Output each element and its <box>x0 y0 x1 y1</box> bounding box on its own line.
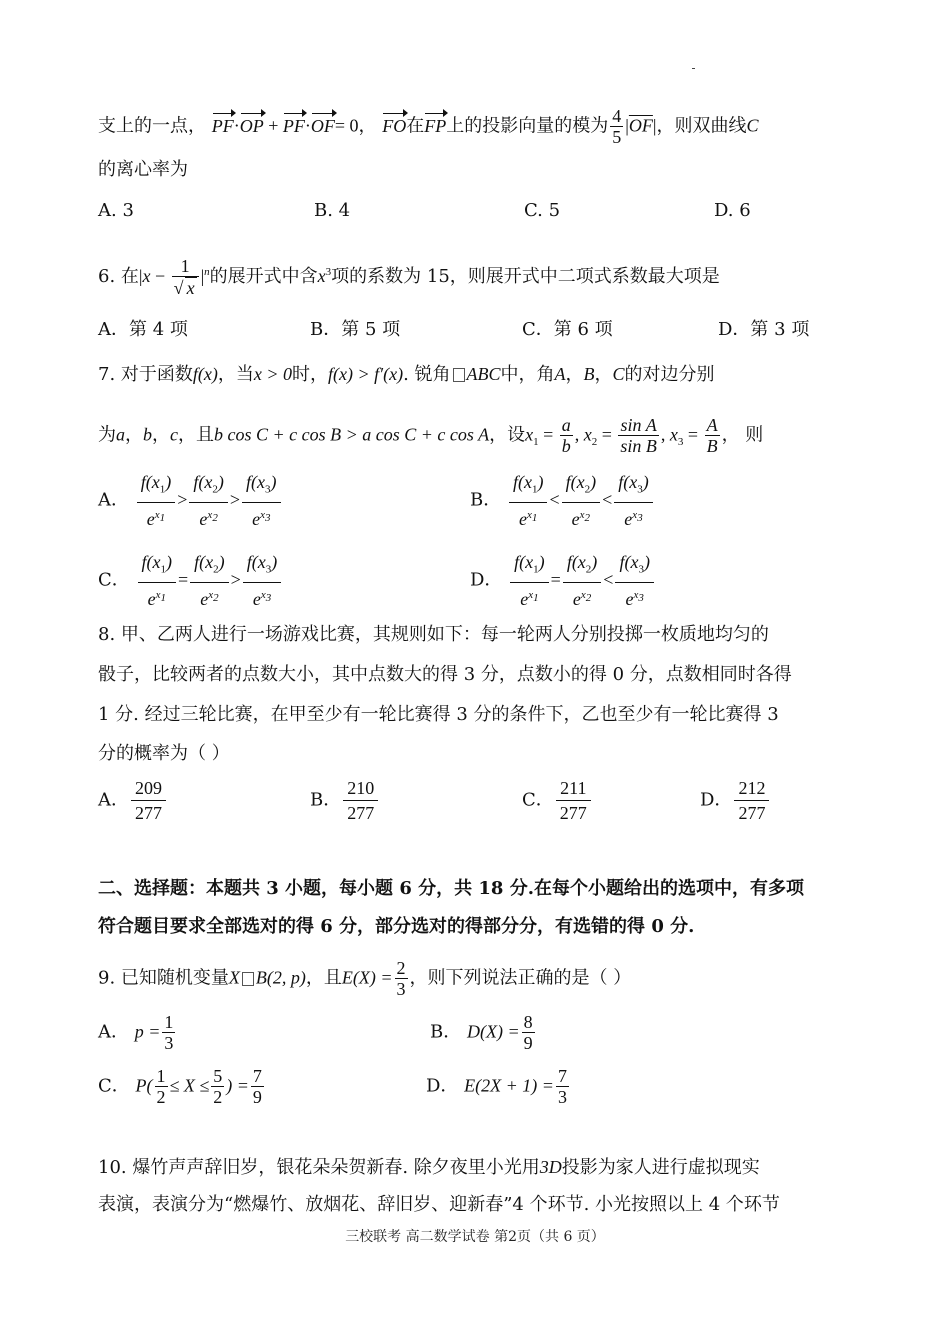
fraction-4-5: $\frac{4}{5}$ <box>612 106 622 147</box>
q5-line2: 的离心率为 <box>98 159 188 180</box>
q6-option-a: A．第 4 项 <box>98 319 188 340</box>
q5-option-d: D. 6 <box>714 200 751 221</box>
q6-option-d: D．第 3 项 <box>718 319 810 340</box>
q8-line1: 8. 甲、乙两人进行一场游戏比赛，其规则如下：每一轮两人分别投掷一枚质地均匀的 <box>98 624 769 645</box>
section2-header-line2: 符合题目要求全部选对的得 6 分，部分选对的得部分分，有选错的得 0 分. <box>98 916 695 937</box>
missing-glyph-icon <box>453 368 465 382</box>
q7-line2: 为a，b，c，且b cos C + c cos B > a cos C + c cos A，设$x_1$ = $\frac{a}{b}$ , $x_2$ = $\frac{\text{sin A}}{\text{sin B}}$ , $x_3$ = $\frac{A}{B}$ ， 则 <box>98 415 764 456</box>
section2-header-line1: 二、选择题：本题共 3 小题，每小题 6 分，共 18 分.在每个小题给出的选项中，有多项 <box>98 878 804 899</box>
vector-PF: PF <box>212 113 234 139</box>
q9-option-b: B． D(X) = $\frac{8}{9}$ <box>430 1012 533 1053</box>
fraction-A-B: $\frac{A}{B}$ <box>706 415 718 456</box>
q9-option-a: A． p = $\frac{1}{3}$ <box>98 1012 174 1053</box>
q7-option-d: D． $\frac{f(x_1)}{e^{x_1}}$ = $\frac{f(x_2)}{e^{x_2}}$ < $\frac{f(x_3)}{e^{x_3}}$ <box>470 550 656 611</box>
q8-option-c: C． $\frac{211}{277}$ <box>522 776 593 825</box>
q5-option-b: B. 4 <box>314 200 351 221</box>
q10-line2: 表演，表演分为“燃爆竹、放烟花、辞旧岁、迎新春”4 个环节. 小光按照以上 4 个环节 <box>98 1194 780 1215</box>
q7-line1: 7. 对于函数f(x)，当x > 0时，f(x) > f′(x). 锐角 ABC中，角A，B，C的对边分别 <box>98 364 715 385</box>
fraction-a-b: $\frac{a}{b}$ <box>561 415 571 456</box>
q5-line1: 支上的一点， PF·OP + PF·OF= 0， FO在FP上的投影向量的模为 $\frac{4}{5}$ $|\overline{OF}|$，则双曲线C <box>98 106 759 147</box>
q5-option-a: A. 3 <box>98 200 134 221</box>
q7-option-b: B． $\frac{f(x_1)}{e^{x_1}}$ < $\frac{f(x_2)}{e^{x_2}}$ < $\frac{f(x_3)}{e^{x_3}}$ <box>470 470 655 531</box>
q10-line1: 10. 爆竹声声辞旧岁，银花朵朵贺新春. 除夕夜里小光用3D投影为家人进行虚拟现实 <box>98 1157 760 1178</box>
missing-glyph-icon <box>242 972 254 986</box>
q8-option-a: A． $\frac{209}{277}$ <box>98 776 168 825</box>
vector-FP: FP <box>424 113 446 139</box>
q8-line2: 骰子，比较两者的点数大小，其中点数大的得 3 分，点数小的得 0 分，点数相同时各得 <box>98 664 792 685</box>
q7-option-a: A． $\frac{f(x_1)}{e^{x_1}}$ > $\frac{f(x_2)}{e^{x_2}}$ > $\frac{f(x_3)}{e^{x_3}}$ <box>98 470 283 531</box>
fraction-sinA-sinB: $\frac{\text{sin A}}{\text{sin B}}$ <box>620 415 657 456</box>
q6-line1: 6. 在|x − $\frac{1}{√ x}$ $|^n$的展开式中含$x^3$项的系数为 15，则展开式中二项式系数最大项是 <box>98 256 720 298</box>
fraction-1-sqrt-x: $\frac{1}{√ x}$ <box>172 256 199 298</box>
vector-PF: PF <box>283 113 305 139</box>
q8-line4: 分的概率为（ ） <box>98 743 230 764</box>
q9-option-d: D． E(2X + 1) = $\frac{7}{3}$ <box>426 1066 567 1107</box>
vector-FO: FO <box>382 113 406 139</box>
q6-option-b: B．第 5 项 <box>310 319 401 340</box>
vector-OF: OF <box>311 113 335 139</box>
q5-option-c: C. 5 <box>524 200 561 221</box>
q8-option-b: B． $\frac{210}{277}$ <box>310 776 380 825</box>
q8-line3: 1 分. 经过三轮比赛，在甲至少有一轮比赛得 3 分的条件下，乙也至少有一轮比赛得 3 <box>98 704 779 725</box>
q6-option-c: C．第 6 项 <box>522 319 613 340</box>
q8-option-d: D． $\frac{212}{277}$ <box>700 776 771 825</box>
vector-OP: OP <box>240 113 264 139</box>
q9-stem: 9. 已知随机变量X B(2, p)，且E(X) = $\frac{2}{3}$ ，则下列说法正确的是（ ） <box>98 958 632 999</box>
q7-option-c: C． $\frac{f(x_1)}{e^{x_1}}$ = $\frac{f(x_2)}{e^{x_2}}$ > $\frac{f(x_3)}{e^{x_3}}$ <box>98 550 283 611</box>
page-footer: 三校联考 高二数学试卷 第2页（共 6 页） <box>345 1229 605 1245</box>
q9-option-c: C． P( $\frac{1}{2}$ ≤ X ≤ $\frac{5}{2}$ ) = $\frac{7}{9}$ <box>98 1066 262 1107</box>
scan-mark <box>692 68 695 69</box>
vector-OF-abs: $\overline{OF}$ <box>628 115 653 136</box>
